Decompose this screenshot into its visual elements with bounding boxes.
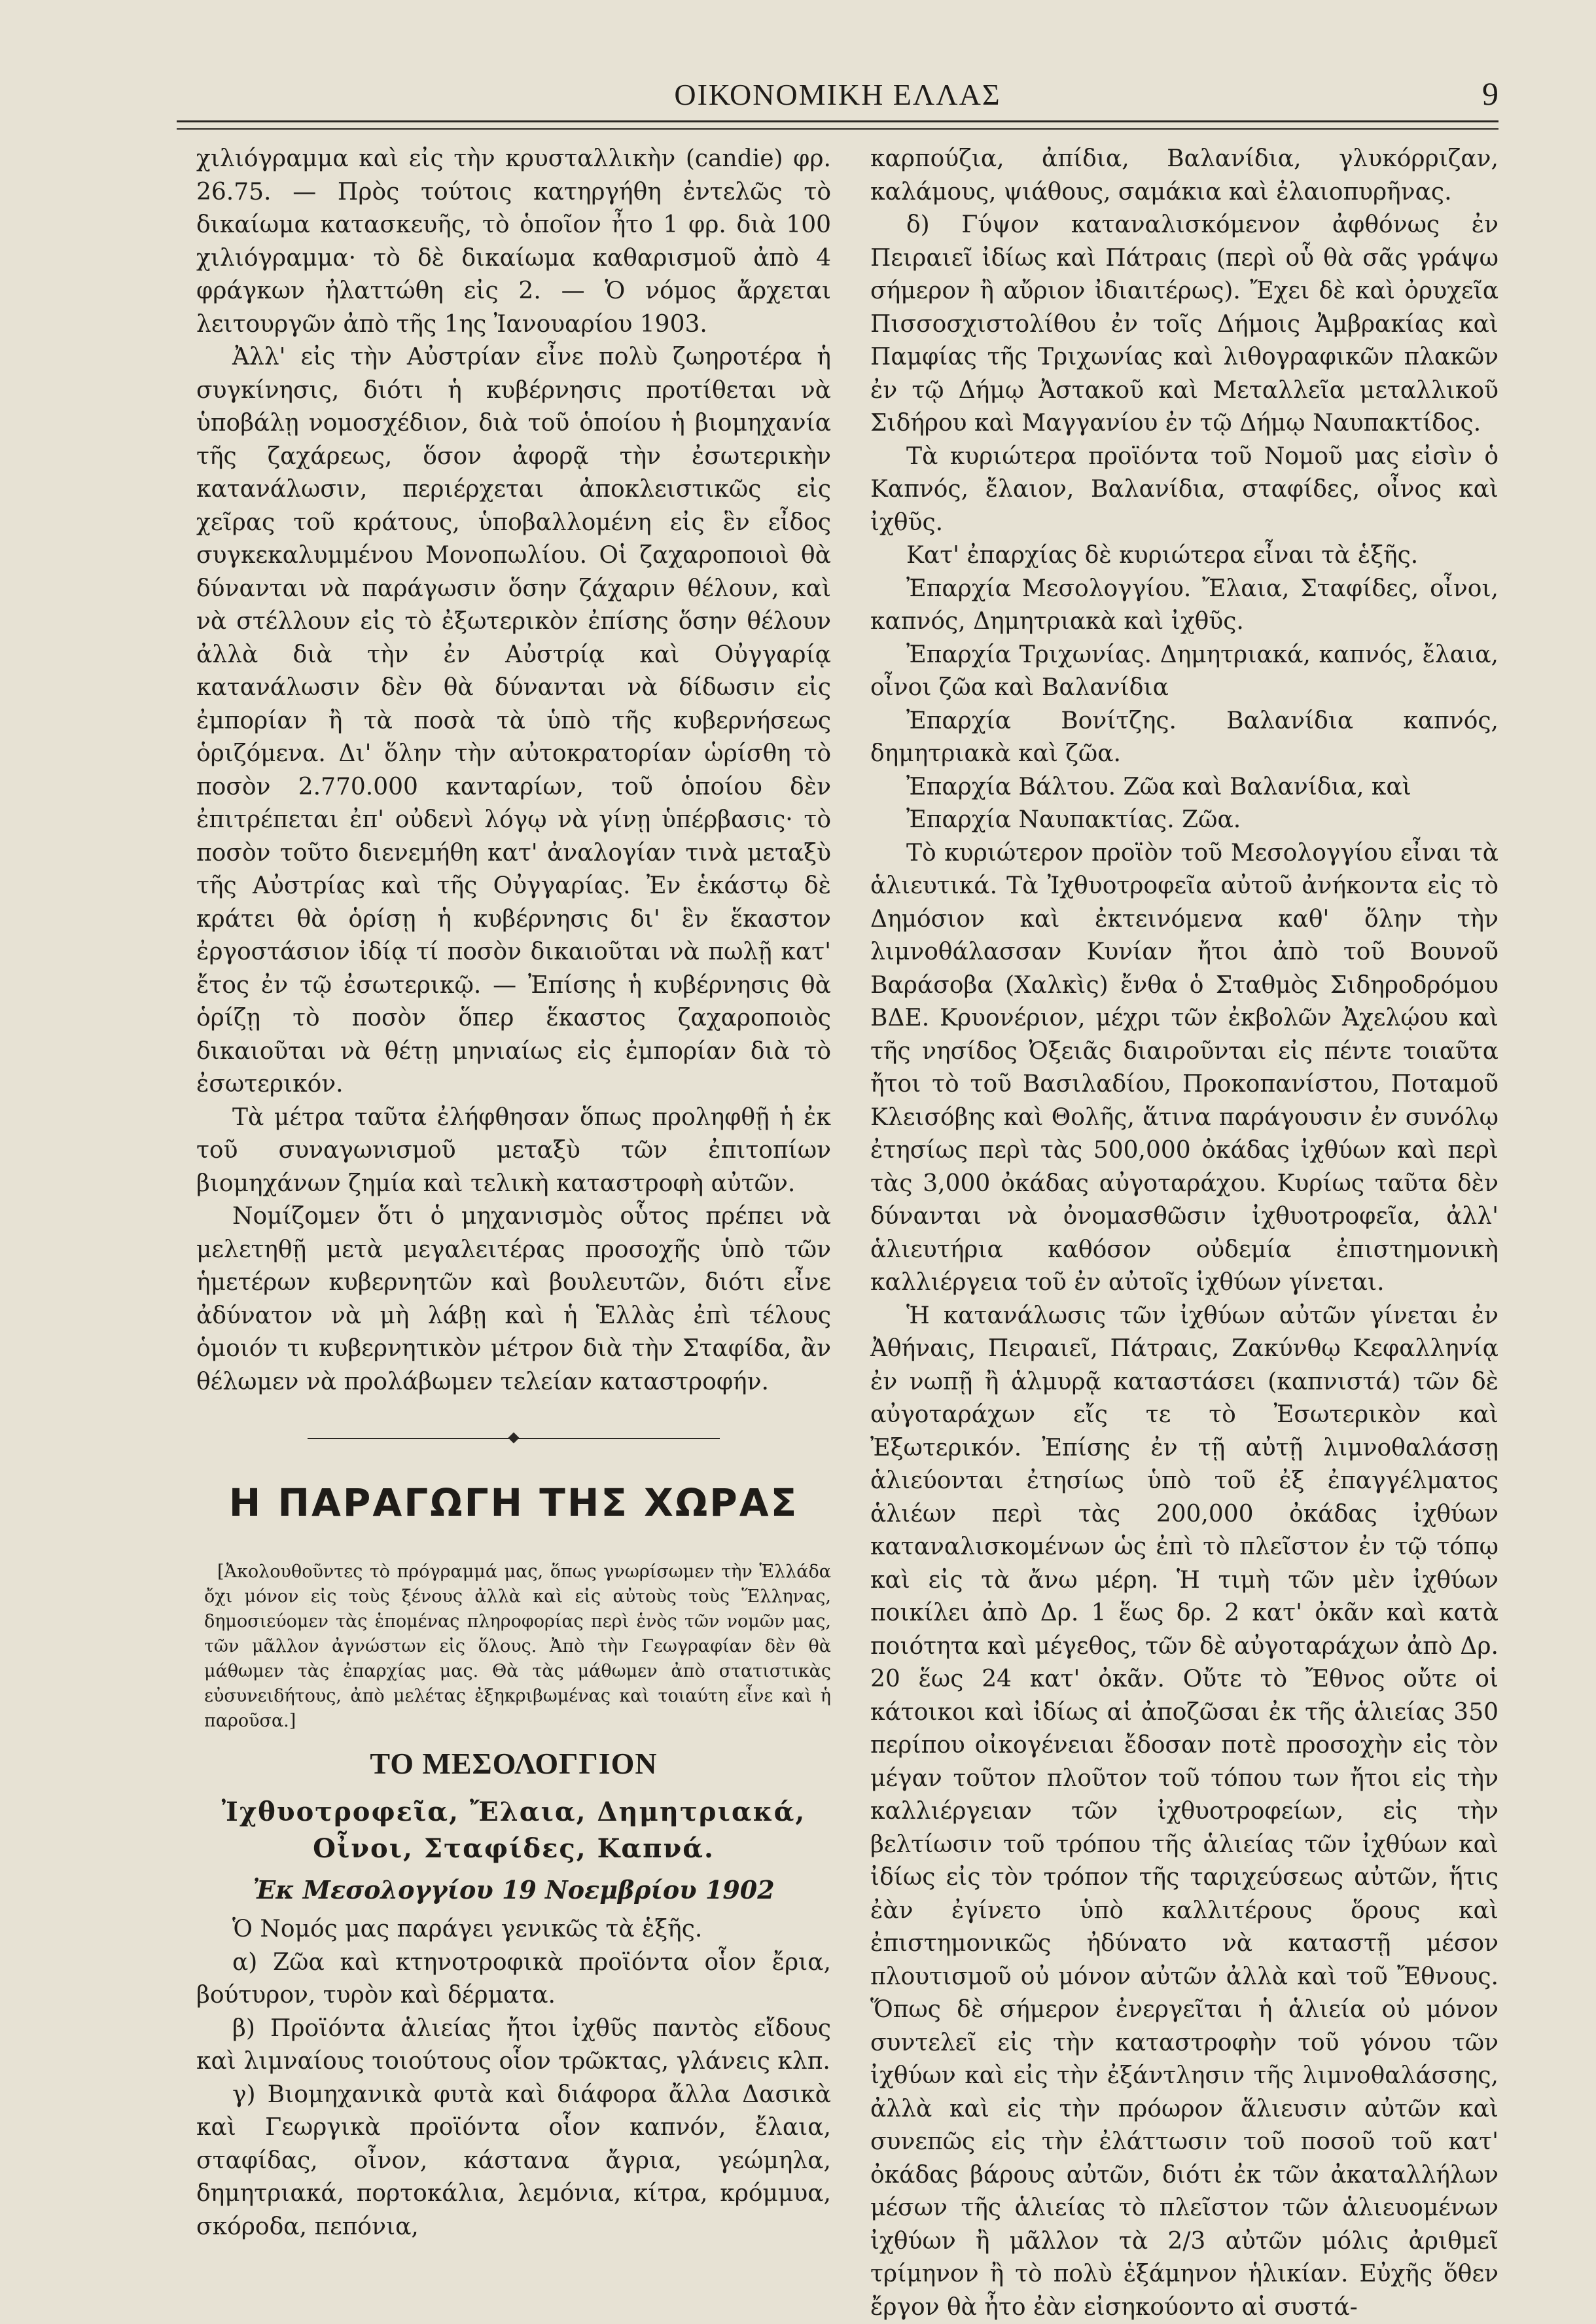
dateline: Ἐκ Μεσολογγίου 19 Νοεμβρίου 1902 bbox=[196, 1872, 831, 1908]
right-column bbox=[870, 143, 1498, 2324]
article-title: ΤΟ ΜΕΣΟΛΟΓΓΙΟΝ bbox=[196, 1744, 831, 1783]
paragraph: Ἐπαρχία Ναυπακτίας. Ζῶα. bbox=[870, 804, 1498, 837]
paragraph: δ) Γύψον καταναλισκόμενον ἀφθόνως ἐν Πειραιεῖ ἰδίως καὶ Πάτραις (περὶ οὗ θὰ σᾶς γράψω σήμερον ἢ αὔριον ἰδιαιτέρως). Ἔχει δὲ καὶ ὀρυχεῖα Πισσοσχιστολίθου ἐν τοῖς Δήμοις Ἀμβρακίας καὶ Παμφίας τῆς Τριχωνίας καὶ λιθογραφικῶν πλακῶν ἐν τῷ Δήμῳ Ἀστακοῦ καὶ Μεταλλεῖα μεταλλικοῦ Σιδήρου καὶ Μαγγανίου ἐν τῷ Δήμῳ Ναυπακτίδος. bbox=[870, 209, 1498, 440]
paragraph: Νομίζομεν ὅτι ὁ μηχανισμὸς οὗτος πρέπει νὰ μελετηθῇ μετὰ μεγαλειτέρας προσοχῆς ὑπὸ τῶν ἡμετέρων κυβερνητῶν καὶ βουλευτῶν, διότι εἶνε ἀδύνατον νὰ μὴ λάβῃ καὶ ἡ Ἑλλὰς ἐπὶ τέλους ὁμοιόν τι κυβερνητικὸν μέτρον διὰ τὴν Σταφίδα, ἂν θέλωμεν νὰ προλάβωμεν τελείαν καταστροφήν. bbox=[196, 1200, 831, 1399]
paragraph: χιλιόγραμμα καὶ εἰς τὴν κρυσταλλικὴν (candie) φρ. 26.75. — Πρὸς τούτοις κατηργήθη ἐντελῶς τὸ δικαίωμα κατασκευῆς, τὸ ὁποῖον ἦτο 1 φρ. διὰ 100 χιλιόγραμμα· τὸ δὲ δικαίωμα καθαρισμοῦ ἀπὸ 4 φράγκων ἠλαττώθη εἰς 2. — Ὁ νόμος ἄρχεται λειτουργῶν ἀπὸ τῆς 1ης Ἰανουαρίου 1903. bbox=[196, 143, 831, 341]
paragraph: Τὸ κυριώτερον προϊὸν τοῦ Μεσολογγίου εἶναι τὰ ἁλιευτικά. Τὰ Ἰχθυοτροφεῖα αὐτοῦ ἀνήκοντα εἰς τὸ Δημόσιον καὶ ἐκτεινόμενα καθ' ὅλην τὴν λιμνοθάλασσαν Κυνίαν ἤτοι ἀπὸ τοῦ Βουνοῦ Βαράσοβα (Χαλκὶς) ἔνθα ὁ Σταθμὸς Σιδηροδρόμου ΒΔΕ. Κρυονέριον, μέχρι τῶν ἐκβολῶν Ἀχελῴου καὶ τῆς νησίδος Ὀξειᾶς διαιροῦνται εἰς πέντε τοιαῦτα ἤτοι τὸ τοῦ Βασιλαδίου, Προκοπανίστου, Ποταμοῦ Κλεισόβης καὶ Θολῆς, ἅτινα παράγουσιν ἐν συνόλῳ ἐτησίως περὶ τὰς 500,000 ὀκάδας ἰχθύων καὶ περὶ τὰς 3,000 ὀκάδας αὐγοταράχου. Κυρίως ταῦτα δὲν δύνανται νὰ ὀνομασθῶσιν ἰχθυοτροφεῖα, ἀλλ' ἁλιευτήρια καθόσον οὐδεμία ἐπιστημονικὴ καλλιέργεια τοῦ ἐν αὐτοῖς ἰχθύων γίνεται. bbox=[870, 837, 1498, 1300]
paragraph: Ἀλλ' εἰς τὴν Αὐστρίαν εἶνε πολὺ ζωηροτέρα ἡ συγκίνησις, διότι ἡ κυβέρνησις προτίθεται νὰ ὑποβάλῃ νομοσχέδιον, διὰ τοῦ ὁποίου ἡ βιομηχανία τῆς ζαχάρεως, ὅσον ἀφορᾷ τὴν ἐσωτερικὴν κατανάλωσιν, περιέρχεται ἀποκλειστικῶς εἰς χεῖρας τοῦ κράτους, ὑποβαλλομένη εἰς ἓν εἶδος συγκεκαλυμμένου Μονοπωλίου. Οἱ ζαχαροποιοὶ θὰ δύνανται νὰ παράγωσιν ὅσην ζάχαριν θέλουν, καὶ νὰ στέλλουν εἰς τὸ ἐξωτερικὸν ἐπίσης ὅσην θέλουν ἀλλὰ διὰ τὴν ἐν Αὐστρίᾳ καὶ Οὐγγαρίᾳ κατανάλωσιν δὲν θὰ δύνανται νὰ δίδωσιν εἰς ἐμπορίαν ἢ τὰ ποσὰ τὰ ὑπὸ τῆς κυβερνήσεως ὁριζόμενα. Δι' ὅλην τὴν αὐτοκρατορίαν ὡρίσθη τὸ ποσὸν 2.770.000 κανταρίων, τοῦ ὁποίου δὲν ἐπιτρέπεται ἐπ' οὐδενὶ λόγῳ νὰ γίνῃ ὑπέρβασις· τὸ ποσὸν τοῦτο διενεμήθη κατ' ἀναλογίαν τινὰ μεταξὺ τῆς Αὐστρίας καὶ τῆς Οὐγγαρίας. Ἐν ἑκάστῳ δὲ κράτει θὰ ὁρίσῃ ἡ κυβέρνησις δι' ἓν ἕκαστον ἐργοστάσιον ἰδίᾳ τί ποσὸν δικαιοῦται νὰ πωλῇ κατ' ἔτος ἐν τῷ ἐσωτερικῷ. — Ἐπίσης ἡ κυβέρνησις θὰ ὁρίζῃ τὸ ποσὸν ὅπερ ἕκαστος ζαχαροποιὸς δικαιοῦται νὰ θέτῃ μηνιαίως εἰς ἐμπορίαν διὰ τὸ ἐσωτερικόν. bbox=[196, 341, 831, 1101]
header-rule-top bbox=[177, 120, 1498, 122]
paragraph: καρπούζια, ἀπίδια, Βαλανίδια, γλυκόρριζαν, καλάμους, ψιάθους, σαμάκια καὶ ἐλαιοπυρῆνας. bbox=[870, 143, 1498, 209]
paragraph: Κατ' ἐπαρχίας δὲ κυριώτερα εἶναι τὰ ἑξῆς. bbox=[870, 539, 1498, 573]
article-subtitle bbox=[196, 1794, 831, 1867]
paragraph: Ἐπαρχία Βονίτζης. Βαλανίδια καπνός, δημητριακὰ καὶ ζῶα. bbox=[870, 705, 1498, 771]
paragraph: β) Προϊόντα ἁλιείας ἤτοι ἰχθῦς παντὸς εἴδους καὶ λιμναίους τοιούτους οἷον τρῶκτας, γλάνεις κλπ. bbox=[196, 2012, 831, 2079]
editor-note-text: [Ἀκολουθοῦντες τὸ πρόγραμμά μας, ὅπως γνωρίσωμεν τὴν Ἑλλάδα ὄχι μόνον εἰς τοὺς ξένους ἀλλὰ καὶ εἰς αὐτοὺς τοὺς Ἕλληνας, δημοσιεύομεν τὰς ἑπομένας πληροφορίας περὶ ἑνὸς τῶν νομῶν μας, τῶν μᾶλλον ἀγνώστων εἰς ὅλους. Ἀπὸ τὴν Γεωγραφίαν δὲν θὰ μάθωμεν τὰς ἐπαρχίας μας. Θὰ τὰς μάθωμεν ἀπὸ στατιστικὰς εὐσυνειδήτους, ἀπὸ μελέτας ἐξηκριβωμένας καὶ τοιαύτη εἶνε καὶ ἡ παροῦσα.] bbox=[204, 1560, 831, 1734]
editor-note bbox=[204, 1560, 831, 1734]
paragraph: Ἐπαρχία Τριχωνίας. Δημητριακά, καπνός, ἔλαια, οἶνοι ζῶα καὶ Βαλανίδια bbox=[870, 639, 1498, 705]
paragraph: Ἐπαρχία Βάλτου. Ζῶα καὶ Βαλανίδια, καὶ bbox=[870, 771, 1498, 804]
left-column bbox=[196, 143, 831, 2244]
publication-title: ΟΙΚΟΝΟΜΙΚΗ ΕΛΛΑΣ bbox=[177, 77, 1498, 112]
paragraph: α) Ζῶα καὶ κτηνοτροφικὰ προϊόντα οἷον ἔρια, βούτυρον, τυρὸν καὶ δέρματα. bbox=[196, 1946, 831, 2012]
section-divider bbox=[196, 1437, 831, 1440]
paragraph: Ἐπαρχία Μεσολογγίου. Ἔλαια, Σταφίδες, οἶνοι, καπνός, Δημητριακὰ καὶ ἰχθῦς. bbox=[870, 573, 1498, 639]
paragraph: Τὰ κυριώτερα προϊόντα τοῦ Νομοῦ μας εἰσὶν ὁ Καπνός, ἔλαιον, Βαλανίδια, σταφίδες, οἶνος καὶ ἰχθῦς. bbox=[870, 440, 1498, 540]
page-number: 9 bbox=[1482, 75, 1498, 113]
article-subtitle-line: Οἶνοι, Σταφίδες, Καπνά. bbox=[196, 1831, 831, 1867]
section-title: Η ΠΑΡΑΓΩΓΗ ΤΗΣ ΧΩΡΑΣ bbox=[196, 1480, 831, 1526]
paragraph: Τὰ μέτρα ταῦτα ἐλήφθησαν ὅπως προληφθῇ ἡ ἐκ τοῦ συναγωνισμοῦ μεταξὺ τῶν ἐπιτοπίων βιομηχάνων ζημία καὶ τελικὴ καταστροφὴ αὐτῶν. bbox=[196, 1101, 831, 1201]
paragraph: Ὁ Νομός μας παράγει γενικῶς τὰ ἑξῆς. bbox=[196, 1913, 831, 1946]
paragraph: Ἡ κατανάλωσις τῶν ἰχθύων αὐτῶν γίνεται ἐν Ἀθήναις, Πειραιεῖ, Πάτραις, Ζακύνθῳ Κεφαλληνίᾳ ἐν νωπῇ ἢ ἁλμυρᾷ καταστάσει (καπνιστά) τῶν δὲ αὐγοταράχων εἴς τε τὸ Ἐσωτερικὸν καὶ Ἐξωτερικόν. Ἐπίσης ἐν τῇ αὐτῇ λιμνοθαλάσσῃ ἁλιεύονται ἐτησίως ὑπὸ τοῦ ἐξ ἐπαγγέλματος ἁλιέων περὶ τὰς 200,000 ὀκάδας ἰχθύων καταναλισκομένων ὡς ἐπὶ τὸ πλεῖστον ἐν τῷ τόπῳ καὶ εἰς τὰ ἄνω μέρη. Ἡ τιμὴ τῶν μὲν ἰχθύων ποικίλει ἀπὸ Δρ. 1 ἕως δρ. 2 κατ' ὀκᾶν καὶ κατὰ ποιότητα καὶ μέγεθος, τῶν δὲ αὐγοταράχων ἀπὸ Δρ. 20 ἕως 24 κατ' ὀκᾶν. Οὔτε τὸ Ἔθνος οὔτε οἱ κάτοικοι καὶ ἰδίως αἱ ἀποζῶσαι ἐκ τῆς ἁλιείας 350 περίπου οἰκογένειαι ἔδοσαν ποτὲ προσοχὴν εἰς τὸν μέγαν τοῦτον πλοῦτον τοῦ τόπου των ἤτοι εἰς τὴν καλλιέργειαν τῶν ἰχθυοτροφείων, εἰς τὴν βελτίωσιν τοῦ τρόπου τῆς ἁλιείας τῶν ἰχθύων καὶ ἰδίως εἰς τὸν τρόπον τῆς ταριχεύσεως αὐτῶν, ἥτις ἐὰν ἐγίνετο ὑπὸ καλλιτέρους ὅρους καὶ ἐπιστημονικῶς ἠδύνατο νὰ καταστῇ μέσον πλουτισμοῦ οὐ μόνον αὐτῶν ἀλλὰ καὶ τοῦ Ἔθνους. Ὅπως δὲ σήμερον ἐνεργεῖται ἡ ἁλιεία οὐ μόνον συντελεῖ εἰς τὴν καταστροφὴν τοῦ γόνου τῶν ἰχθύων καὶ εἰς τὴν ἐξάντλησιν τῆς λιμνοθαλάσσης, ἀλλὰ καὶ εἰς τὴν πρόωρον ἅλιευσιν αὐτῶν καὶ συνεπῶς εἰς τὴν ἐλάττωσιν τοῦ ποσοῦ τοῦ κατ' ὀκάδας βάρους αὐτῶν, διότι ἐκ τῶν ἀκαταλλήλων μέσων τῆς ἁλιείας τὸ πλεῖστον τῶν ἁλιευομένων ἰχθύων ἢ μᾶλλον τὰ 2/3 αὐτῶν μόλις ἀριθμεῖ τρίμηνον ἢ τὸ πολὺ ἑξάμηνον ἡλικίαν. Εὐχῆς ὅθεν ἔργον θὰ ἦτο ἐὰν εἰσηκούοντο αἱ συστά- bbox=[870, 1300, 1498, 2324]
paragraph: γ) Βιομηχανικὰ φυτὰ καὶ διάφορα ἄλλα Δασικὰ καὶ Γεωργικὰ προϊόντα οἷον καπνόν, ἔλαια, σταφίδας, οἶνον, κάστανα ἄγρια, γεώμηλα, δημητριακά, πορτοκάλια, λεμόνια, κίτρα, κρόμμυα, σκόροδα, πεπόνια, bbox=[196, 2079, 831, 2244]
running-head bbox=[177, 77, 1498, 123]
article-subtitle-line: Ἰχθυοτροφεῖα, Ἔλαια, Δημητριακά, bbox=[196, 1794, 831, 1831]
header-rule-bottom bbox=[177, 128, 1498, 130]
